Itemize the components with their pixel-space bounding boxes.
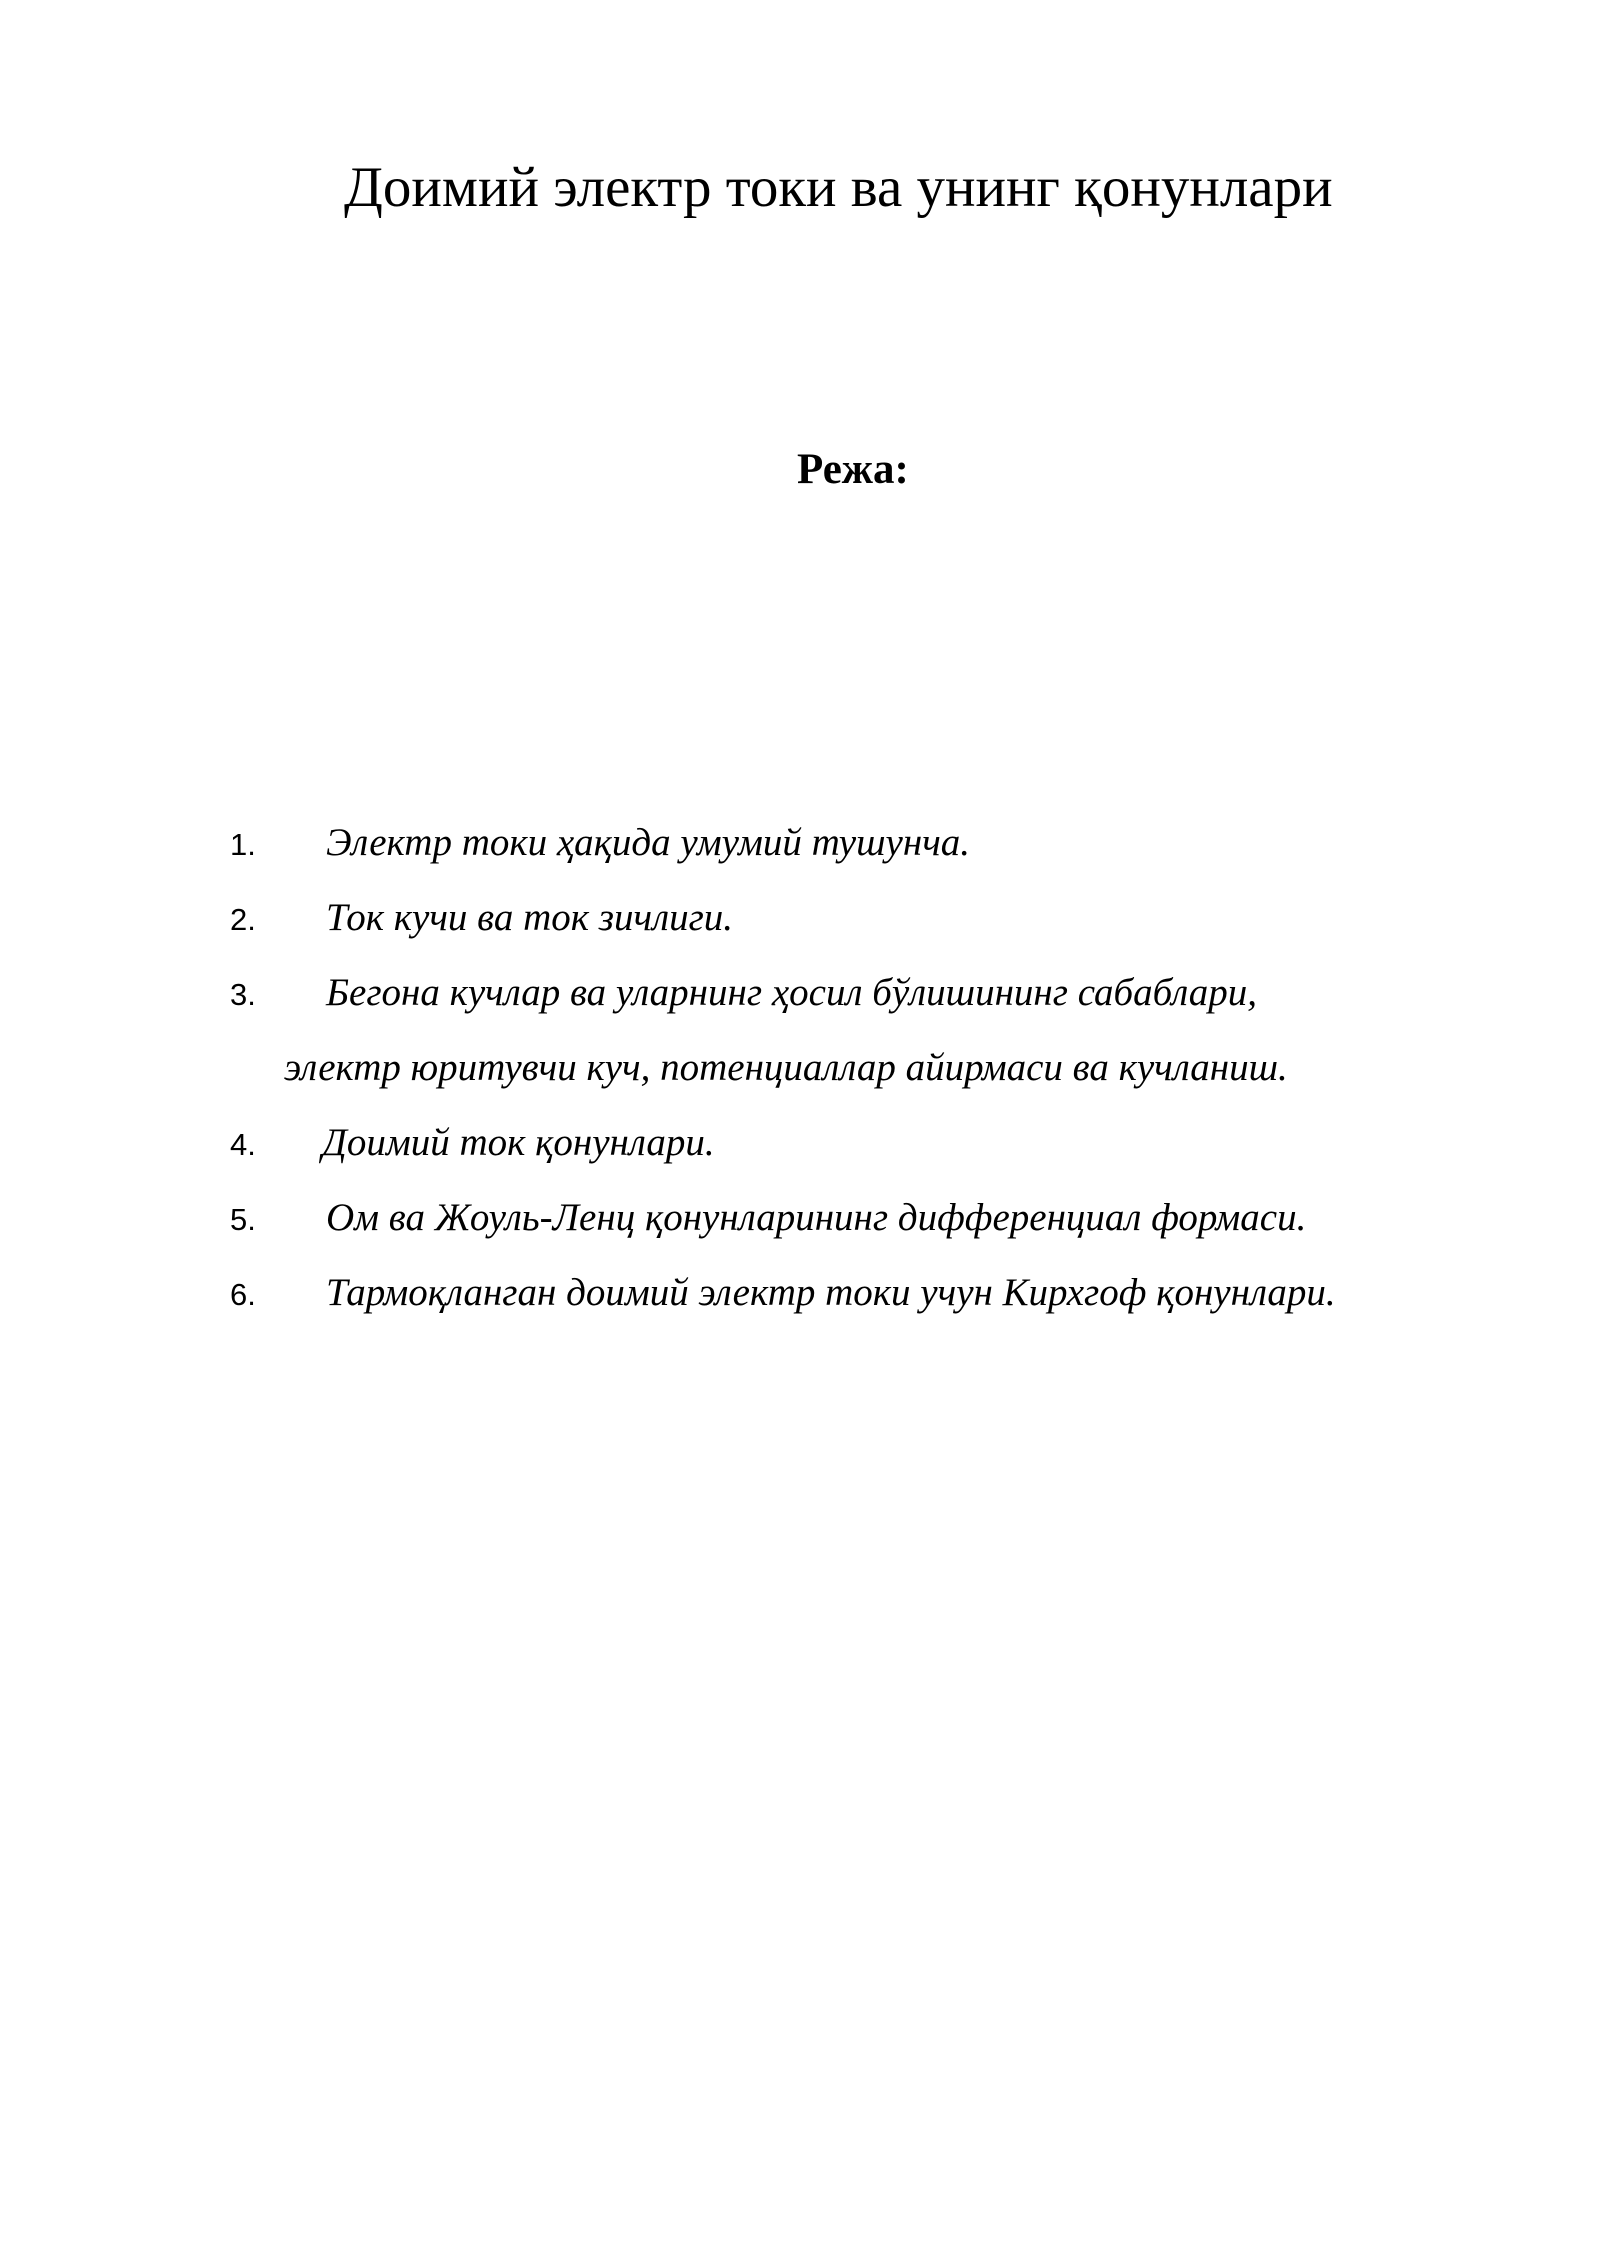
document-title: Доимий электр токи ва унинг қонунлари bbox=[344, 156, 1333, 219]
plan-item-text: Электр токи ҳақида умумий тушунча. bbox=[326, 821, 971, 864]
plan-item-number: 1. bbox=[230, 827, 256, 862]
plan-item-text: Ом ва Жоуль-Ленц қонунларининг дифференциал формаси. bbox=[326, 1196, 1307, 1239]
plan-item-number: 2. bbox=[230, 902, 256, 937]
plan-item-number: 3. bbox=[230, 977, 256, 1012]
plan-item-text: Доимий ток қонунлари. bbox=[322, 1121, 715, 1164]
plan-item-number: 4. bbox=[230, 1127, 256, 1162]
plan-item-text-continuation: электр юритувчи куч, потенциаллар айирмаси ва кучланиш. bbox=[284, 1046, 1288, 1089]
plan-item-number: 6. bbox=[230, 1277, 256, 1312]
plan-item-text: Ток кучи ва ток зичлиги. bbox=[326, 896, 734, 939]
plan-item-number: 5. bbox=[230, 1202, 256, 1237]
plan-item-text: Тармоқланган доимий электр токи учун Кирхгоф қонунлари. bbox=[326, 1271, 1336, 1314]
plan-heading: Режа: bbox=[797, 446, 909, 493]
plan-item-text: Бегона кучлар ва уларнинг ҳосил бўлишининг сабаблари, bbox=[326, 971, 1258, 1014]
